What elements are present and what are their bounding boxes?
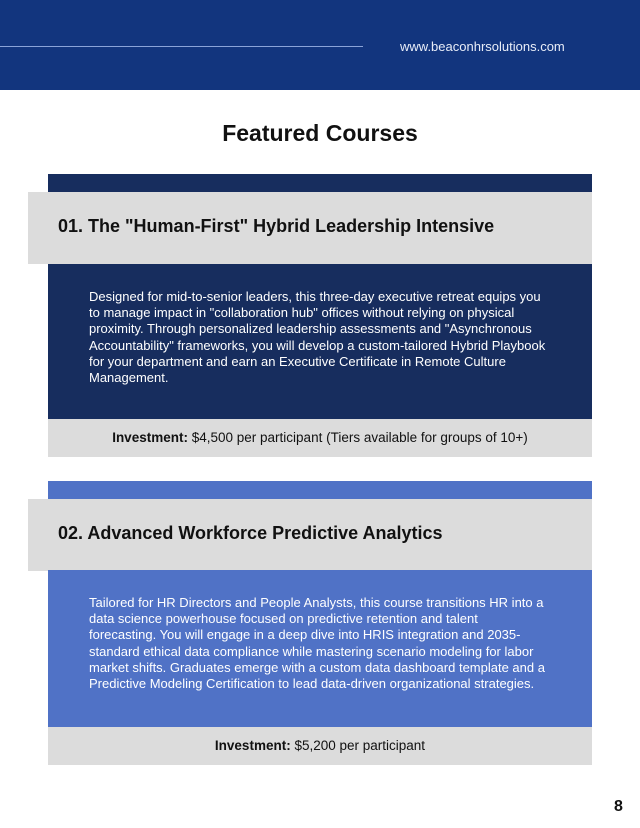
page-number: 8 [614, 798, 623, 815]
header-divider [0, 46, 363, 47]
course-1-description: Designed for mid-to-senior leaders, this three-day executive retreat equips you to manage impact in "collaboration hub" offices without relying on physical proximity. Through personalized leadership assessments and "Asynchronous Accountability" frameworks, you will develop a custom-tailored Hybrid Playbook for your department and earn an Executive Certificate in Remote Culture Management. [48, 264, 592, 419]
investment-value: $5,200 per participant [294, 738, 426, 753]
page-title: Featured Courses [222, 120, 418, 146]
website-url: www.beaconhrsolutions.com [400, 39, 565, 54]
course-1-header [28, 192, 592, 264]
course-2-investment [48, 727, 592, 765]
header-banner [0, 0, 640, 90]
course-2-title: 02. Advanced Workforce Predictive Analytics [58, 523, 443, 543]
course-2-description: Tailored for HR Directors and People Analysts, this course transitions HR into a data science powerhouse focused on predictive retention and talent forecasting. You will engage in a deep dive into HRIS integration and 2035-standard ethical data compliance while mastering scenario modeling for labor market shifts. Graduates emerge with a custom data dashboard template and a Predictive Modeling Certification to lead data-driven organizational strategies. [48, 570, 592, 727]
investment-label: Investment: [214, 738, 291, 753]
course-2-accent-band [48, 481, 592, 499]
course-1-accent-band [48, 174, 592, 192]
course-1-title: 01. The "Human-First" Hybrid Leadership Intensive [58, 216, 495, 236]
investment-value: $4,500 per participant (Tiers available for groups of 10+) [191, 430, 528, 445]
course-1-investment [48, 419, 592, 457]
course-2-header [28, 499, 592, 571]
investment-label: Investment: [112, 430, 188, 445]
